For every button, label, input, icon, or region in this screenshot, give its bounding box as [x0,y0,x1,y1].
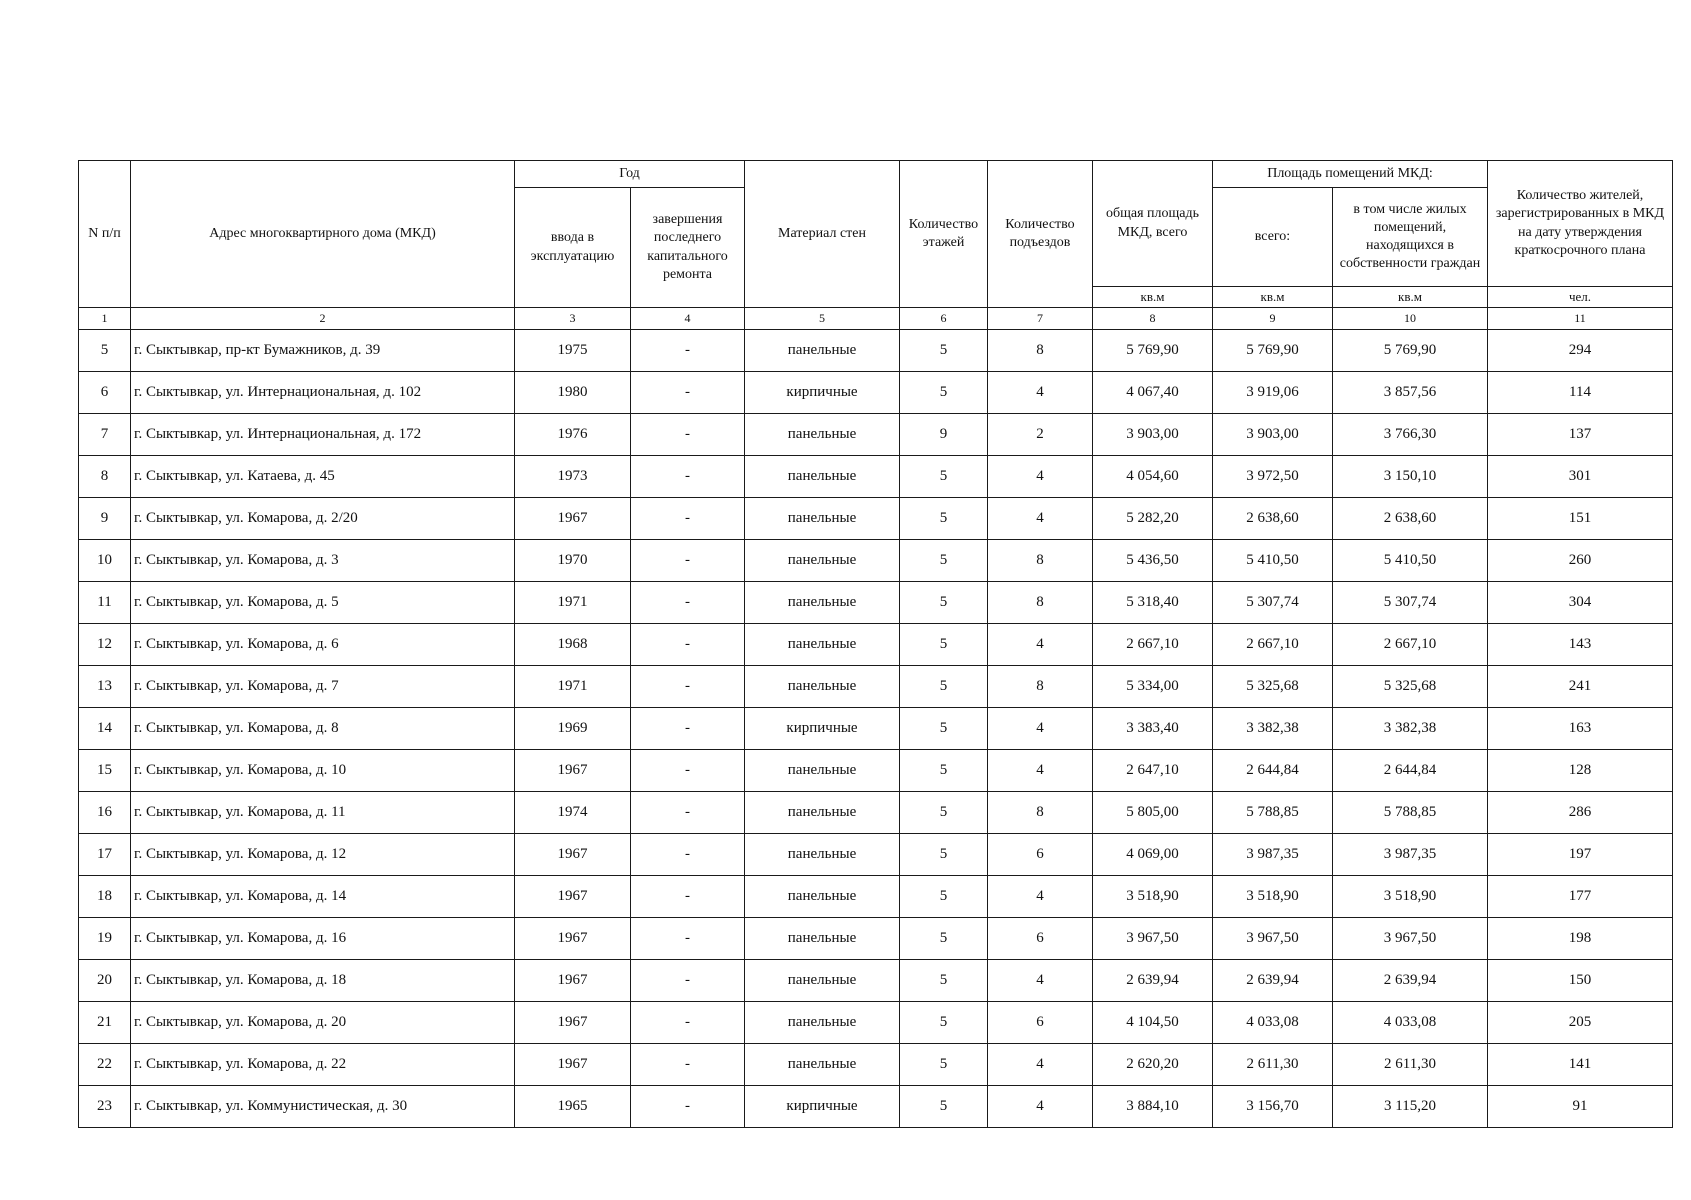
header-premises-total: всего: [1213,188,1333,287]
commission-year-cell: 1969 [515,708,631,750]
address-cell: г. Сыктывкар, ул. Комарова, д. 12 [131,834,515,876]
wall-material-cell: панельные [745,792,900,834]
premises-total-cell: 5 410,50 [1213,540,1333,582]
entrances-cell: 6 [988,834,1093,876]
residents-cell: 137 [1488,414,1673,456]
residential-area-cell: 2 667,10 [1333,624,1488,666]
row-number: 23 [79,1086,131,1128]
residents-cell: 205 [1488,1002,1673,1044]
total-area-cell: 4 069,00 [1093,834,1213,876]
table-row [79,792,1673,834]
residential-area-cell: 5 410,50 [1333,540,1488,582]
header-year: Год [515,161,745,188]
column-number: 8 [1093,308,1213,330]
total-area-cell: 4 067,40 [1093,372,1213,414]
floors-cell: 9 [900,414,988,456]
address-cell: г. Сыктывкар, ул. Интернациональная, д. 172 [131,414,515,456]
commission-year-cell: 1974 [515,792,631,834]
wall-material-cell: панельные [745,750,900,792]
repair-year-cell: - [631,834,745,876]
residential-area-cell: 3 857,56 [1333,372,1488,414]
table-row [79,1002,1673,1044]
wall-material-cell: панельные [745,1002,900,1044]
floors-cell: 5 [900,834,988,876]
repair-year-cell: - [631,1086,745,1128]
total-area-cell: 5 318,40 [1093,582,1213,624]
floors-cell: 5 [900,792,988,834]
total-area-cell: 5 805,00 [1093,792,1213,834]
table-row [79,918,1673,960]
residential-area-cell: 2 611,30 [1333,1044,1488,1086]
residential-area-cell: 3 967,50 [1333,918,1488,960]
wall-material-cell: панельные [745,918,900,960]
premises-total-cell: 2 639,94 [1213,960,1333,1002]
header-entrances: Количество подъездов [988,161,1093,308]
total-area-cell: 3 518,90 [1093,876,1213,918]
commission-year-cell: 1967 [515,750,631,792]
residential-area-cell: 5 307,74 [1333,582,1488,624]
entrances-cell: 6 [988,918,1093,960]
total-area-cell: 2 620,20 [1093,1044,1213,1086]
total-area-cell: 2 647,10 [1093,750,1213,792]
floors-cell: 5 [900,624,988,666]
header-year-repair: завершения последнего капитального ремонта [631,188,745,308]
residential-area-cell: 3 766,30 [1333,414,1488,456]
floors-cell: 5 [900,330,988,372]
total-area-cell: 2 667,10 [1093,624,1213,666]
address-cell: г. Сыктывкар, ул. Комарова, д. 16 [131,918,515,960]
address-cell: г. Сыктывкар, ул. Коммунистическая, д. 30 [131,1086,515,1128]
total-area-cell: 3 383,40 [1093,708,1213,750]
total-area-cell: 5 334,00 [1093,666,1213,708]
residential-area-cell: 2 644,84 [1333,750,1488,792]
document-sheet [78,160,1673,1128]
row-number: 9 [79,498,131,540]
row-number: 10 [79,540,131,582]
residents-cell: 91 [1488,1086,1673,1128]
table-row [79,1086,1673,1128]
entrances-cell: 4 [988,624,1093,666]
table-header [79,161,1673,330]
floors-cell: 5 [900,456,988,498]
address-cell: г. Сыктывкар, ул. Комарова, д. 5 [131,582,515,624]
entrances-cell: 4 [988,1044,1093,1086]
commission-year-cell: 1980 [515,372,631,414]
wall-material-cell: кирпичные [745,372,900,414]
table-row [79,498,1673,540]
commission-year-cell: 1967 [515,876,631,918]
entrances-cell: 8 [988,666,1093,708]
address-cell: г. Сыктывкар, ул. Комарова, д. 14 [131,876,515,918]
floors-cell: 5 [900,1002,988,1044]
header-num: N п/п [79,161,131,308]
floors-cell: 5 [900,960,988,1002]
row-number: 15 [79,750,131,792]
entrances-cell: 8 [988,540,1093,582]
column-number: 2 [131,308,515,330]
premises-total-cell: 5 788,85 [1213,792,1333,834]
repair-year-cell: - [631,666,745,708]
table-row [79,750,1673,792]
residential-area-cell: 5 769,90 [1333,330,1488,372]
floors-cell: 5 [900,498,988,540]
total-area-cell: 3 903,00 [1093,414,1213,456]
premises-total-cell: 3 919,06 [1213,372,1333,414]
commission-year-cell: 1967 [515,1044,631,1086]
address-cell: г. Сыктывкар, ул. Комарова, д. 18 [131,960,515,1002]
table-row [79,834,1673,876]
table-row [79,876,1673,918]
repair-year-cell: - [631,540,745,582]
commission-year-cell: 1967 [515,918,631,960]
total-area-cell: 4 104,50 [1093,1002,1213,1044]
address-cell: г. Сыктывкар, ул. Комарова, д. 10 [131,750,515,792]
premises-total-cell: 3 382,38 [1213,708,1333,750]
commission-year-cell: 1970 [515,540,631,582]
residents-cell: 198 [1488,918,1673,960]
entrances-cell: 4 [988,498,1093,540]
total-area-cell: 3 967,50 [1093,918,1213,960]
address-cell: г. Сыктывкар, ул. Комарова, д. 6 [131,624,515,666]
premises-total-cell: 2 611,30 [1213,1044,1333,1086]
residential-area-cell: 5 788,85 [1333,792,1488,834]
entrances-cell: 4 [988,1086,1093,1128]
premises-total-cell: 4 033,08 [1213,1002,1333,1044]
address-cell: г. Сыктывкар, ул. Комарова, д. 2/20 [131,498,515,540]
unit-total-area: кв.м [1093,287,1213,308]
address-cell: г. Сыктывкар, ул. Комарова, д. 8 [131,708,515,750]
column-number: 11 [1488,308,1673,330]
repair-year-cell: - [631,330,745,372]
column-number: 1 [79,308,131,330]
floors-cell: 5 [900,876,988,918]
repair-year-cell: - [631,1002,745,1044]
total-area-cell: 5 436,50 [1093,540,1213,582]
table-row [79,708,1673,750]
header-address: Адрес многоквартирного дома (МКД) [131,161,515,308]
table-row [79,414,1673,456]
residential-area-cell: 3 150,10 [1333,456,1488,498]
residential-area-cell: 2 638,60 [1333,498,1488,540]
residential-area-cell: 3 518,90 [1333,876,1488,918]
residential-area-cell: 5 325,68 [1333,666,1488,708]
address-cell: г. Сыктывкар, ул. Комарова, д. 22 [131,1044,515,1086]
residents-cell: 141 [1488,1044,1673,1086]
commission-year-cell: 1971 [515,666,631,708]
premises-total-cell: 3 987,35 [1213,834,1333,876]
column-number-row [79,308,1673,330]
table-row [79,540,1673,582]
floors-cell: 5 [900,918,988,960]
column-number: 3 [515,308,631,330]
repair-year-cell: - [631,708,745,750]
commission-year-cell: 1975 [515,330,631,372]
entrances-cell: 6 [988,1002,1093,1044]
row-number: 7 [79,414,131,456]
row-number: 11 [79,582,131,624]
premises-total-cell: 3 903,00 [1213,414,1333,456]
premises-total-cell: 3 156,70 [1213,1086,1333,1128]
address-cell: г. Сыктывкар, ул. Интернациональная, д. 102 [131,372,515,414]
row-number: 17 [79,834,131,876]
premises-total-cell: 5 325,68 [1213,666,1333,708]
table-row [79,1044,1673,1086]
residential-area-cell: 4 033,08 [1333,1002,1488,1044]
table-row [79,456,1673,498]
table-row [79,960,1673,1002]
residential-area-cell: 2 639,94 [1333,960,1488,1002]
column-number: 9 [1213,308,1333,330]
commission-year-cell: 1967 [515,498,631,540]
table-row [79,372,1673,414]
total-area-cell: 4 054,60 [1093,456,1213,498]
entrances-cell: 4 [988,960,1093,1002]
repair-year-cell: - [631,498,745,540]
commission-year-cell: 1967 [515,960,631,1002]
table-body [79,330,1673,1128]
premises-total-cell: 5 307,74 [1213,582,1333,624]
address-cell: г. Сыктывкар, ул. Комарова, д. 3 [131,540,515,582]
row-number: 14 [79,708,131,750]
row-number: 18 [79,876,131,918]
residents-cell: 151 [1488,498,1673,540]
entrances-cell: 4 [988,708,1093,750]
address-cell: г. Сыктывкар, ул. Комарова, д. 20 [131,1002,515,1044]
row-number: 6 [79,372,131,414]
premises-total-cell: 5 769,90 [1213,330,1333,372]
premises-total-cell: 2 644,84 [1213,750,1333,792]
table-row [79,666,1673,708]
repair-year-cell: - [631,372,745,414]
repair-year-cell: - [631,582,745,624]
repair-year-cell: - [631,456,745,498]
residential-area-cell: 3 382,38 [1333,708,1488,750]
repair-year-cell: - [631,918,745,960]
wall-material-cell: панельные [745,834,900,876]
total-area-cell: 3 884,10 [1093,1086,1213,1128]
wall-material-cell: панельные [745,624,900,666]
floors-cell: 5 [900,372,988,414]
premises-total-cell: 3 967,50 [1213,918,1333,960]
column-number: 6 [900,308,988,330]
header-walls: Материал стен [745,161,900,308]
wall-material-cell: панельные [745,666,900,708]
entrances-cell: 2 [988,414,1093,456]
address-cell: г. Сыктывкар, ул. Катаева, д. 45 [131,456,515,498]
floors-cell: 5 [900,540,988,582]
entrances-cell: 8 [988,330,1093,372]
floors-cell: 5 [900,1044,988,1086]
column-number: 10 [1333,308,1488,330]
repair-year-cell: - [631,624,745,666]
repair-year-cell: - [631,960,745,1002]
entrances-cell: 8 [988,582,1093,624]
wall-material-cell: панельные [745,960,900,1002]
wall-material-cell: панельные [745,1044,900,1086]
entrances-cell: 4 [988,372,1093,414]
wall-material-cell: панельные [745,414,900,456]
unit-residents: чел. [1488,287,1673,308]
repair-year-cell: - [631,792,745,834]
commission-year-cell: 1973 [515,456,631,498]
wall-material-cell: панельные [745,876,900,918]
mkd-register-table [78,160,1673,1128]
total-area-cell: 2 639,94 [1093,960,1213,1002]
commission-year-cell: 1967 [515,1002,631,1044]
premises-total-cell: 3 518,90 [1213,876,1333,918]
residents-cell: 128 [1488,750,1673,792]
header-premises-area: Площадь помещений МКД: [1213,161,1488,188]
unit-premises-total: кв.м [1213,287,1333,308]
row-number: 21 [79,1002,131,1044]
row-number: 8 [79,456,131,498]
wall-material-cell: панельные [745,498,900,540]
entrances-cell: 8 [988,792,1093,834]
floors-cell: 5 [900,750,988,792]
residents-cell: 143 [1488,624,1673,666]
total-area-cell: 5 769,90 [1093,330,1213,372]
table-row [79,330,1673,372]
row-number: 12 [79,624,131,666]
repair-year-cell: - [631,414,745,456]
residential-area-cell: 3 987,35 [1333,834,1488,876]
commission-year-cell: 1971 [515,582,631,624]
residents-cell: 177 [1488,876,1673,918]
premises-total-cell: 2 638,60 [1213,498,1333,540]
premises-total-cell: 2 667,10 [1213,624,1333,666]
wall-material-cell: панельные [745,330,900,372]
residents-cell: 150 [1488,960,1673,1002]
commission-year-cell: 1965 [515,1086,631,1128]
entrances-cell: 4 [988,456,1093,498]
repair-year-cell: - [631,876,745,918]
column-number: 4 [631,308,745,330]
wall-material-cell: панельные [745,456,900,498]
row-number: 22 [79,1044,131,1086]
residents-cell: 294 [1488,330,1673,372]
floors-cell: 5 [900,666,988,708]
wall-material-cell: панельные [745,582,900,624]
header-floors: Количество этажей [900,161,988,308]
wall-material-cell: панельные [745,540,900,582]
residents-cell: 301 [1488,456,1673,498]
address-cell: г. Сыктывкар, ул. Комарова, д. 7 [131,666,515,708]
address-cell: г. Сыктывкар, ул. Комарова, д. 11 [131,792,515,834]
address-cell: г. Сыктывкар, пр-кт Бумажников, д. 39 [131,330,515,372]
header-premises-residential: в том числе жилых помещений, находящихся в собственности граждан [1333,188,1488,287]
commission-year-cell: 1976 [515,414,631,456]
wall-material-cell: кирпичные [745,1086,900,1128]
column-number: 7 [988,308,1093,330]
residents-cell: 114 [1488,372,1673,414]
column-number: 5 [745,308,900,330]
unit-premises-residential: кв.м [1333,287,1488,308]
entrances-cell: 4 [988,750,1093,792]
header-year-commission: ввода в эксплуатацию [515,188,631,308]
premises-total-cell: 3 972,50 [1213,456,1333,498]
table-row [79,624,1673,666]
residents-cell: 197 [1488,834,1673,876]
residents-cell: 163 [1488,708,1673,750]
residential-area-cell: 3 115,20 [1333,1086,1488,1128]
floors-cell: 5 [900,582,988,624]
total-area-cell: 5 282,20 [1093,498,1213,540]
commission-year-cell: 1967 [515,834,631,876]
residents-cell: 286 [1488,792,1673,834]
repair-year-cell: - [631,1044,745,1086]
repair-year-cell: - [631,750,745,792]
floors-cell: 5 [900,708,988,750]
row-number: 13 [79,666,131,708]
residents-cell: 304 [1488,582,1673,624]
row-number: 19 [79,918,131,960]
table-row [79,582,1673,624]
wall-material-cell: кирпичные [745,708,900,750]
row-number: 5 [79,330,131,372]
row-number: 20 [79,960,131,1002]
row-number: 16 [79,792,131,834]
header-total-area: общая площадь МКД, всего [1093,161,1213,287]
entrances-cell: 4 [988,876,1093,918]
residents-cell: 241 [1488,666,1673,708]
floors-cell: 5 [900,1086,988,1128]
commission-year-cell: 1968 [515,624,631,666]
residents-cell: 260 [1488,540,1673,582]
header-residents: Количество жителей, зарегистрированных в МКД на дату утверждения краткосрочного плана [1488,161,1673,287]
